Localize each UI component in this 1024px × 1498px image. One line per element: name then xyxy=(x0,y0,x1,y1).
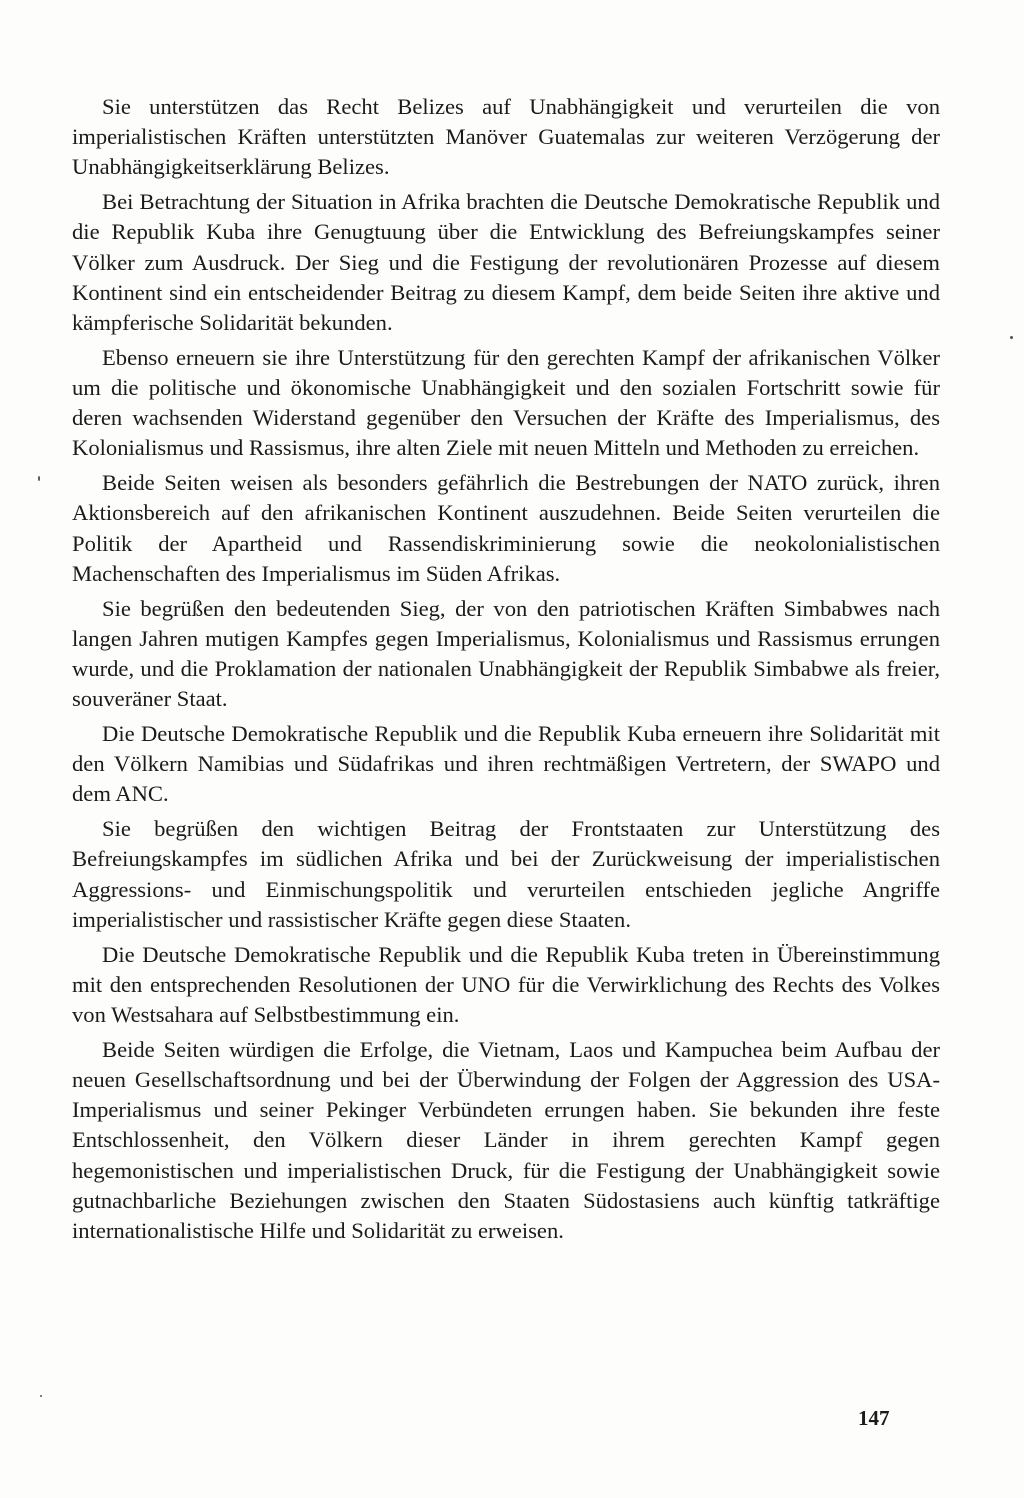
paragraph-1: Sie unterstützen das Recht Belizes auf Unabhängigkeit und verurteilen die von imperialistischen Kräften unterstützten Manöver Guatemalas zur weiteren Verzögerung der Unabhängigkeitserklärung Belizes. xyxy=(72,94,940,180)
paragraph-4: Beide Seiten weisen als besonders gefährlich die Bestrebungen der NATO zurück, ihren Aktionsbereich auf den afrikanischen Kontinent auszudehnen. Beide Seiten verurteilen die Politik der Apartheid und Rassendiskriminierung sowie die neokolonialistischen Machenschaften des Imperialismus im Süden Afrikas. xyxy=(72,470,940,586)
scan-speck xyxy=(1010,336,1013,339)
paragraph-2: Bei Betrachtung der Situation in Afrika brachten die Deutsche Demokratische Republik und die Republik Kuba ihre Genugtuung über die Entwicklung des Befreiungskampfes seiner Völker zum Ausdruck. Der Sieg und die Festigung der revolutionären Prozesse auf diesem Kontinent sind ein entscheidender Beitrag zu diesem Kampf, dem beide Seiten ihre aktive und kämpferische Solidarität bekunden. xyxy=(72,189,940,336)
paragraph-5: Sie begrüßen den bedeutenden Sieg, der von den patriotischen Kräften Simbabwes nach langen Jahren mutigen Kampfes gegen Imperialismus, Kolonialismus und Rassismus errungen wurde, und die Proklamation der nationalen Unabhängigkeit der Republik Simbabwe als freier, souveräner Staat. xyxy=(72,595,940,712)
scan-speck xyxy=(40,1395,42,1397)
paragraph-3: Ebenso erneuern sie ihre Unterstützung für den gerechten Kampf der afrikanischen Völker um die politische und ökonomische Unabhängigkeit und den sozialen Fortschritt sowie für deren wachsenden Widerstand gegenüber den Versuchen der Kräfte des Imperialismus, des Kolonialismus und Rassismus, ihre alten Ziele mit neuen Mitteln und Methoden zu erreichen. xyxy=(72,344,940,461)
paragraph-6: Die Deutsche Demokratische Republik und die Republik Kuba erneuern ihre Solidarität mit den Völkern Namibias und Südafrikas und ihren rechtmäßigen Vertretern, der SWAPO und dem ANC. xyxy=(72,721,940,807)
page-number: 147 xyxy=(858,1406,890,1430)
paragraph-7: Sie begrüßen den wichtigen Beitrag der Frontstaaten zur Unterstützung des Befreiungskampfes im südlichen Afrika und bei der Zurückweisung der imperialistischen Aggressions- und Einmischungspolitik und verurteilen entschieden jegliche Angriffe imperialistischer und rassistischer Kräfte gegen diese Staaten. xyxy=(72,816,940,932)
paragraph-8: Die Deutsche Demokratische Republik und die Republik Kuba treten in Übereinstimmung mit den entsprechenden Resolutionen der UNO für die Verwirklichung des Rechts des Volkes von Westsahara auf Selbstbestimmung ein. xyxy=(72,941,940,1028)
scan-speck xyxy=(38,476,40,481)
paragraph-9: Beide Seiten würdigen die Erfolge, die Vietnam, Laos und Kampuchea beim Aufbau der neuen Gesellschaftsordnung und bei der Überwindung der Folgen der Aggression des USA-Imperialismus und seiner Pekinger Verbündeten errungen haben. Sie bekunden ihre feste Entschlossenheit, den Völkern dieser Länder in ihrem gerechten Kampf gegen hegemonistischen und imperialistischen Druck, für die Festigung der Unabhängigkeit sowie gutnachbarliche Beziehungen zwischen den Staaten Südostasiens auch künftig tatkräftige internationalistische Hilfe und Solidarität zu erweisen. xyxy=(72,1036,940,1244)
body-text xyxy=(72,92,940,1251)
